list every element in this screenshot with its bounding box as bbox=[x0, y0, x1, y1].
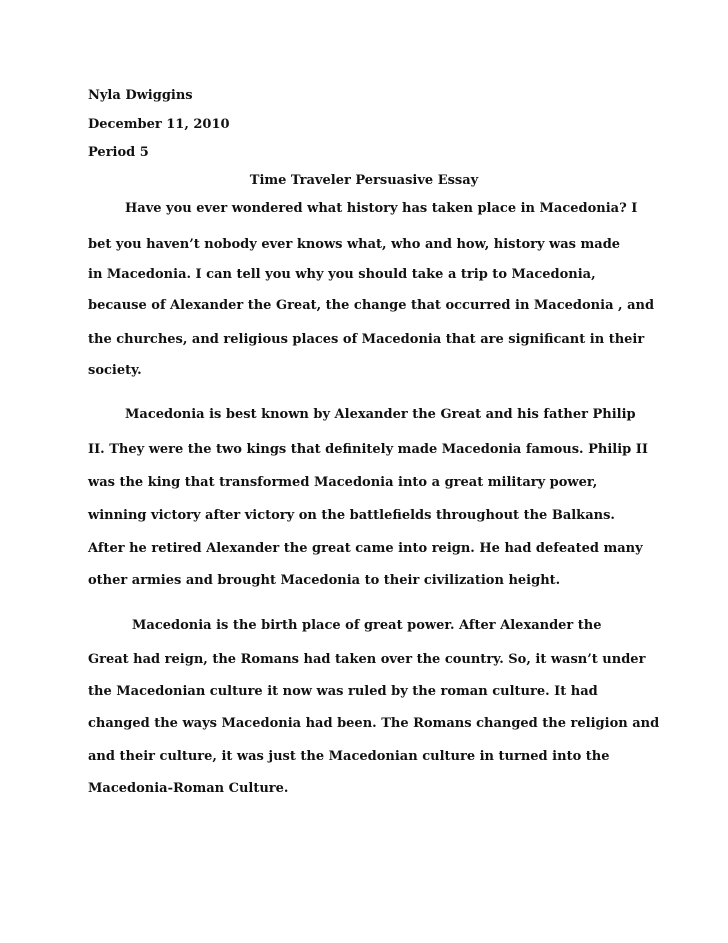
essay-title: Time Traveler Persuasive Essay bbox=[249, 173, 479, 188]
paragraph-1-line-4: because of Alexander the Great, the change that occurred in Macedonia , and bbox=[88, 298, 655, 313]
paragraph-2-line-6: other armies and brought Macedonia to their civilization height. bbox=[88, 573, 561, 588]
paragraph-3-line-3: the Macedonian culture it now was ruled by the roman culture. It had bbox=[88, 684, 598, 699]
paragraph-3-line-2: Great had reign, the Romans had taken over the country. So, it wasn’t under bbox=[88, 652, 646, 667]
paragraph-3-line-6: Macedonia-Roman Culture. bbox=[88, 781, 289, 796]
paragraph-3-line-1: Macedonia is the birth place of great power. After Alexander the bbox=[132, 618, 602, 633]
paragraph-1-line-2: bet you haven’t nobody ever knows what, who and how, history was made bbox=[88, 237, 621, 252]
paragraph-2-line-3: was the king that transformed Macedonia into a great military power, bbox=[88, 475, 598, 490]
paragraph-2-line-1: Macedonia is best known by Alexander the Great and his father Philip bbox=[125, 407, 636, 422]
paragraph-2-line-5: After he retired Alexander the great came into reign. He had defeated many bbox=[88, 541, 643, 556]
paragraph-3-line-4: changed the ways Macedonia had been. The Romans changed the religion and bbox=[88, 716, 660, 731]
paragraph-1-line-5: the churches, and religious places of Macedonia that are significant in their bbox=[88, 332, 645, 347]
essay-date: December 11, 2010 bbox=[88, 117, 230, 132]
paragraph-1-line-3: in Macedonia. I can tell you why you should take a trip to Macedonia, bbox=[88, 267, 596, 282]
paragraph-2-line-2: II. They were the two kings that definitely made Macedonia famous. Philip II bbox=[88, 442, 648, 457]
paragraph-3-line-5: and their culture, it was just the Macedonian culture in turned into the bbox=[88, 749, 610, 764]
class-period: Period 5 bbox=[88, 145, 149, 160]
author-name: Nyla Dwiggins bbox=[88, 88, 193, 103]
paragraph-1-line-1: Have you ever wondered what history has taken place in Macedonia? I bbox=[125, 201, 638, 216]
paragraph-2-line-4: winning victory after victory on the battlefields throughout the Balkans. bbox=[88, 508, 615, 523]
paragraph-1-line-6: society. bbox=[88, 363, 142, 378]
